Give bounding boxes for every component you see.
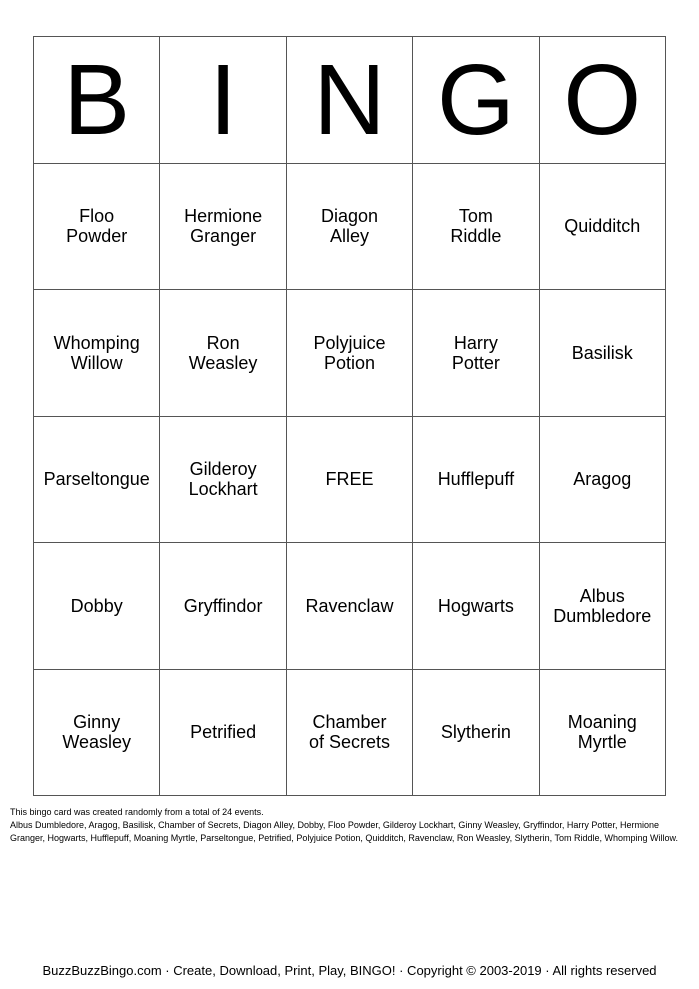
bingo-cell: Albus Dumbledore [540,543,666,670]
bingo-cell: Floo Powder [34,164,160,291]
bingo-cell: Ravenclaw [287,543,413,670]
card-footnote [10,806,690,845]
bingo-cell: Hogwarts [413,543,539,670]
bingo-cell: Diagon Alley [287,164,413,291]
bingo-cell: Tom Riddle [413,164,539,291]
bingo-card [33,36,666,796]
bingo-cell: Ginny Weasley [34,670,160,797]
bingo-cell: Basilisk [540,290,666,417]
bingo-cell: Parseltongue [34,417,160,544]
bingo-cell: Chamber of Secrets [287,670,413,797]
page-footer: BuzzBuzzBingo.com · Create, Download, Print, Play, BINGO! · Copyright © 2003-2019 · All rights reserved [42,963,657,978]
footnote-event-list: Albus Dumbledore, Aragog, Basilisk, Chamber of Secrets, Diagon Alley, Dobby, Floo Powder, Gilderoy Lockhart, Ginny Weasley, Gryffindor, Harry Potter, Hermione Granger, Hogwarts, Hufflepuff, Moaning Myrtle, Parseltongue, Petrified, Polyjuice Potion, Quidditch, Ravenclaw, Ron Weasley, Slytherin, Tom Riddle, Whomping Willow. [10,820,678,843]
bingo-cell: Polyjuice Potion [287,290,413,417]
bingo-cell: Ron Weasley [160,290,286,417]
bingo-cell: Dobby [34,543,160,670]
bingo-cell: Whomping Willow [34,290,160,417]
header-letter-b: B [34,37,160,164]
bingo-cell: Hermione Granger [160,164,286,291]
header-letter-n: N [287,37,413,164]
bingo-cell: Gilderoy Lockhart [160,417,286,544]
free-space-cell: FREE [287,417,413,544]
bingo-cell: Quidditch [540,164,666,291]
bingo-cell: Harry Potter [413,290,539,417]
header-letter-i: I [160,37,286,164]
bingo-cell: Slytherin [413,670,539,797]
bingo-cell: Petrified [160,670,286,797]
header-letter-o: O [540,37,666,164]
bingo-cell: Aragog [540,417,666,544]
bingo-cell: Hufflepuff [413,417,539,544]
bingo-cell: Gryffindor [160,543,286,670]
bingo-cell: Moaning Myrtle [540,670,666,797]
footnote-intro: This bingo card was created randomly from a total of 24 events. [10,807,264,817]
header-letter-g: G [413,37,539,164]
